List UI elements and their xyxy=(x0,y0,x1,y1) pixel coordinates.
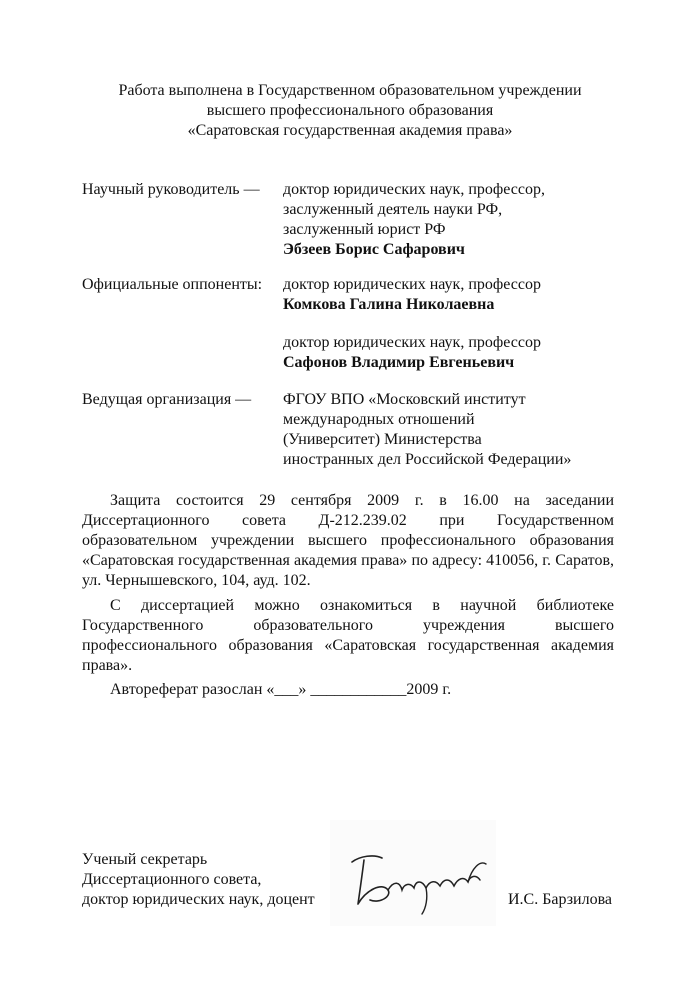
lead-org-line-3: (Университет) Министерства xyxy=(283,431,482,448)
lead-org-line-2: международных отношений xyxy=(283,411,475,428)
header-line-1: Работа выполнена в Государственном образовательном учреждении xyxy=(118,82,582,99)
opponent-1-title: доктор юридических наук, профессор xyxy=(283,276,541,293)
header-line-3: «Саратовская государственная академия права» xyxy=(187,122,513,139)
library-paragraph: С диссертацией можно ознакомиться в научной библиотеке Государственного образовательного учреждения высшего профессионального образования «Саратовская государственная академия права». xyxy=(82,597,614,674)
secretary-line-2: Диссертационного совета, xyxy=(82,871,262,888)
opponent-2-name: Сафонов Владимир Евгеньевич xyxy=(283,354,515,371)
opponents-label: Официальные оппоненты: xyxy=(82,276,263,293)
opponent-1-name: Комкова Галина Николаевна xyxy=(283,296,495,313)
supervisor-name: Эбзеев Борис Сафарович xyxy=(283,241,465,258)
secretary-line-3: доктор юридических наук, доцент xyxy=(82,891,315,908)
supervisor-label: Научный руководитель — xyxy=(82,181,260,198)
supervisor-title-2: заслуженный деятель науки РФ, xyxy=(283,201,503,218)
supervisor-title-3: заслуженный юрист РФ xyxy=(283,221,446,238)
defense-paragraph: Защита состоится 29 сентября 2009 г. в 16.00 на заседании Диссертационного совета Д-212.239.02 при Государственном образовательном учреждении высшего профессионального образования «Саратовская государственная академия права» по адресу: 410056, г. Саратов, ул. Чернышевского, 104, ауд. 102. xyxy=(82,492,614,589)
opponent-2-title: доктор юридических наук, профессор xyxy=(283,334,541,351)
lead-org-line-4: иностранных дел Российской Федерации» xyxy=(283,451,572,468)
lead-org-line-1: ФГОУ ВПО «Московский институт xyxy=(283,391,526,408)
secretary-line-1: Ученый секретарь xyxy=(82,851,208,868)
supervisor-title-1: доктор юридических наук, профессор, xyxy=(283,181,545,198)
lead-org-label: Ведущая организация — xyxy=(82,391,252,408)
handwritten-signature xyxy=(330,820,496,926)
header-line-2: высшего профессионального образования xyxy=(206,102,494,119)
secretary-name: И.С. Барзилова xyxy=(508,891,613,908)
abstract-sent-line: Автореферат разослан «___» ____________2009 г. xyxy=(110,681,452,698)
